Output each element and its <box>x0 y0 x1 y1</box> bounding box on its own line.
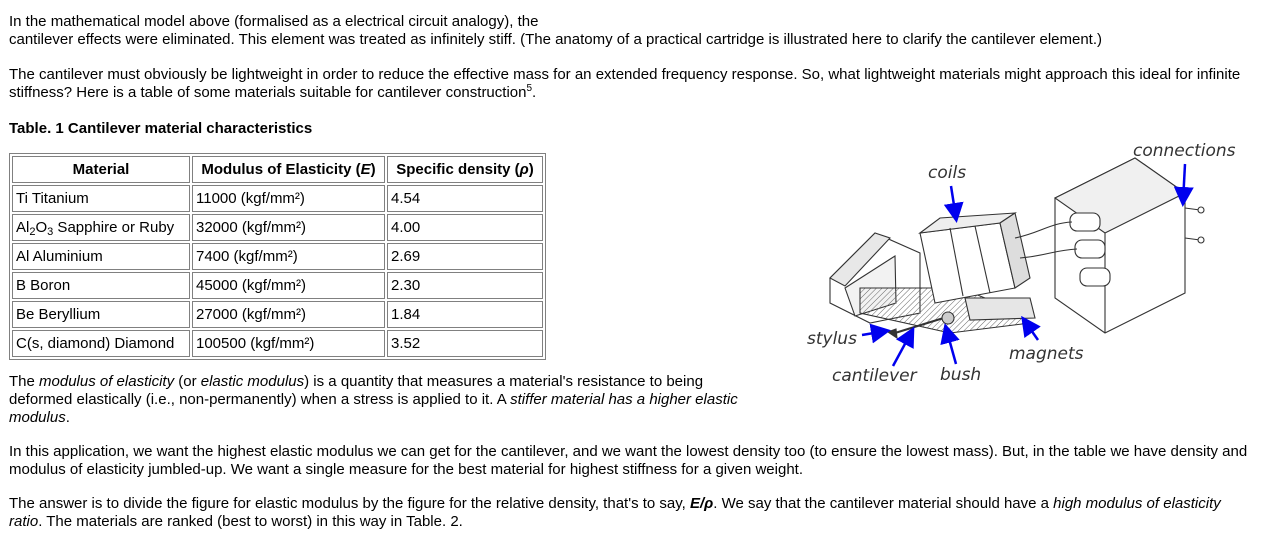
answer-paragraph <box>9 495 1254 531</box>
cell-density: 4.54 <box>387 185 543 212</box>
connection-slot <box>1070 213 1100 231</box>
lightweight-paragraph <box>9 66 1254 102</box>
text-run: The <box>9 373 40 390</box>
cell-modulus: 7400 (kgf/mm²) <box>192 243 385 270</box>
cell-density: 3.52 <box>387 330 543 357</box>
intro-line-2: cantilever effects were eliminated. This element was treated as infinitely stiff. (The anatomy of a practical cartridge is illustrated here to clarify the cantilever element.) <box>9 31 1103 48</box>
cell-modulus: 100500 (kgf/mm²) <box>192 330 385 357</box>
table-row <box>12 330 543 357</box>
lightweight-text: The cantilever must obviously be lightweight in order to reduce the effective mass for an extended frequency response. So, what lightweight materials might approach this ideal for infinite stiffness? Here is a table of some materials suitable for cantilever construction <box>9 66 1241 101</box>
header-density <box>387 156 543 183</box>
intro-paragraph <box>9 13 1249 49</box>
cell-modulus: 45000 (kgf/mm²) <box>192 272 385 299</box>
stylus-arrow <box>862 331 886 335</box>
cartridge-anatomy-diagram <box>800 138 1250 398</box>
pin-end <box>1198 237 1204 243</box>
table-row <box>12 214 543 241</box>
table-row <box>12 272 543 299</box>
cell-density: 1.84 <box>387 301 543 328</box>
material-name: Sapphire or Ruby <box>53 219 175 236</box>
term-modulus-of-elasticity: modulus of elasticity <box>39 373 175 390</box>
label-connections: connections <box>1133 141 1236 161</box>
lightweight-end: . <box>532 84 537 101</box>
label-cantilever: cantilever <box>832 366 917 386</box>
formula-part: O <box>35 219 48 236</box>
cell-modulus: 32000 (kgf/mm²) <box>192 214 385 241</box>
cell-density: 2.30 <box>387 272 543 299</box>
connection-slot <box>1075 240 1105 258</box>
label-coils: coils <box>928 163 967 183</box>
text-run: (or <box>174 373 201 390</box>
text-run: The answer is to divide the figure for elastic modulus by the figure for the relative density, that's to say, <box>9 495 690 512</box>
cartridge-body <box>830 158 1204 338</box>
header-density-close: ) <box>528 161 534 178</box>
modulus-paragraph <box>9 373 754 427</box>
cell-density: 4.00 <box>387 214 543 241</box>
table-title: Table. 1 Cantilever material characteristics <box>9 120 313 137</box>
header-modulus-symbol: E <box>360 161 371 178</box>
label-stylus: stylus <box>807 329 857 349</box>
cell-material: B Boron <box>12 272 190 299</box>
header-modulus-text: Modulus of Elasticity ( <box>201 161 361 178</box>
magnet <box>965 298 1035 320</box>
connection-slot <box>1080 268 1110 286</box>
cell-modulus: 27000 (kgf/mm²) <box>192 301 385 328</box>
label-bush: bush <box>940 365 982 385</box>
table-row <box>12 185 543 212</box>
bush-part <box>942 312 954 324</box>
formula-subscript: 2 <box>29 226 36 238</box>
ratio-formula: E/ρ <box>689 495 714 512</box>
text-run: ) is a quantity that measures a material's resistance to being deformed elastically (i.e., non-permanently) when a stress is applied to it. A <box>9 373 704 408</box>
cell-material: Al Aluminium <box>12 243 190 270</box>
stylus-tip <box>888 329 897 338</box>
footnote-ref[interactable]: 5 <box>526 83 533 94</box>
materials-table <box>9 153 546 360</box>
cell-material <box>12 214 190 241</box>
cell-material: Be Beryllium <box>12 301 190 328</box>
coils-arrow <box>951 186 956 218</box>
text-run: . The materials are ranked (best to worst) in this way in Table. 2. <box>38 513 463 530</box>
formula-part: Al <box>16 219 30 236</box>
term-elastic-modulus: elastic modulus <box>200 373 305 390</box>
header-material: Material <box>12 156 190 183</box>
formula-subscript: 3 <box>47 226 54 238</box>
table-header-row <box>12 156 543 183</box>
header-density-symbol: ρ <box>519 161 529 178</box>
intro-line-1: In the mathematical model above (formalised as a electrical circuit analogy), the <box>9 13 539 30</box>
magnets-arrow <box>1024 320 1038 340</box>
header-modulus <box>192 156 385 183</box>
header-modulus-close: ) <box>370 161 376 178</box>
cell-material: Ti Titanium <box>12 185 190 212</box>
text-run: . <box>65 409 70 426</box>
text-run: . We say that the cantilever material should have a <box>713 495 1054 512</box>
cell-modulus: 11000 (kgf/mm²) <box>192 185 385 212</box>
term-modulus-ratio: high modulus of elasticity ratio <box>9 495 1221 530</box>
pin-end <box>1198 207 1204 213</box>
coil-block-front <box>920 223 1015 303</box>
header-density-text: Specific density ( <box>396 161 520 178</box>
table-row <box>12 301 543 328</box>
label-magnets: magnets <box>1009 344 1084 364</box>
table-row <box>12 243 543 270</box>
cell-material: C(s, diamond) Diamond <box>12 330 190 357</box>
application-paragraph: In this application, we want the highest elastic modulus we can get for the cantilever, and we want the lowest density too (to ensure the lowest mass). But, in the table we have density and modulus of elasticity jumbled-up. We want a single measure for the best material for highest stiffness for a given weight. <box>9 443 1248 478</box>
cell-density: 2.69 <box>387 243 543 270</box>
emphasis-stiffer: stiffer material has a higher elastic modulus <box>9 391 738 426</box>
